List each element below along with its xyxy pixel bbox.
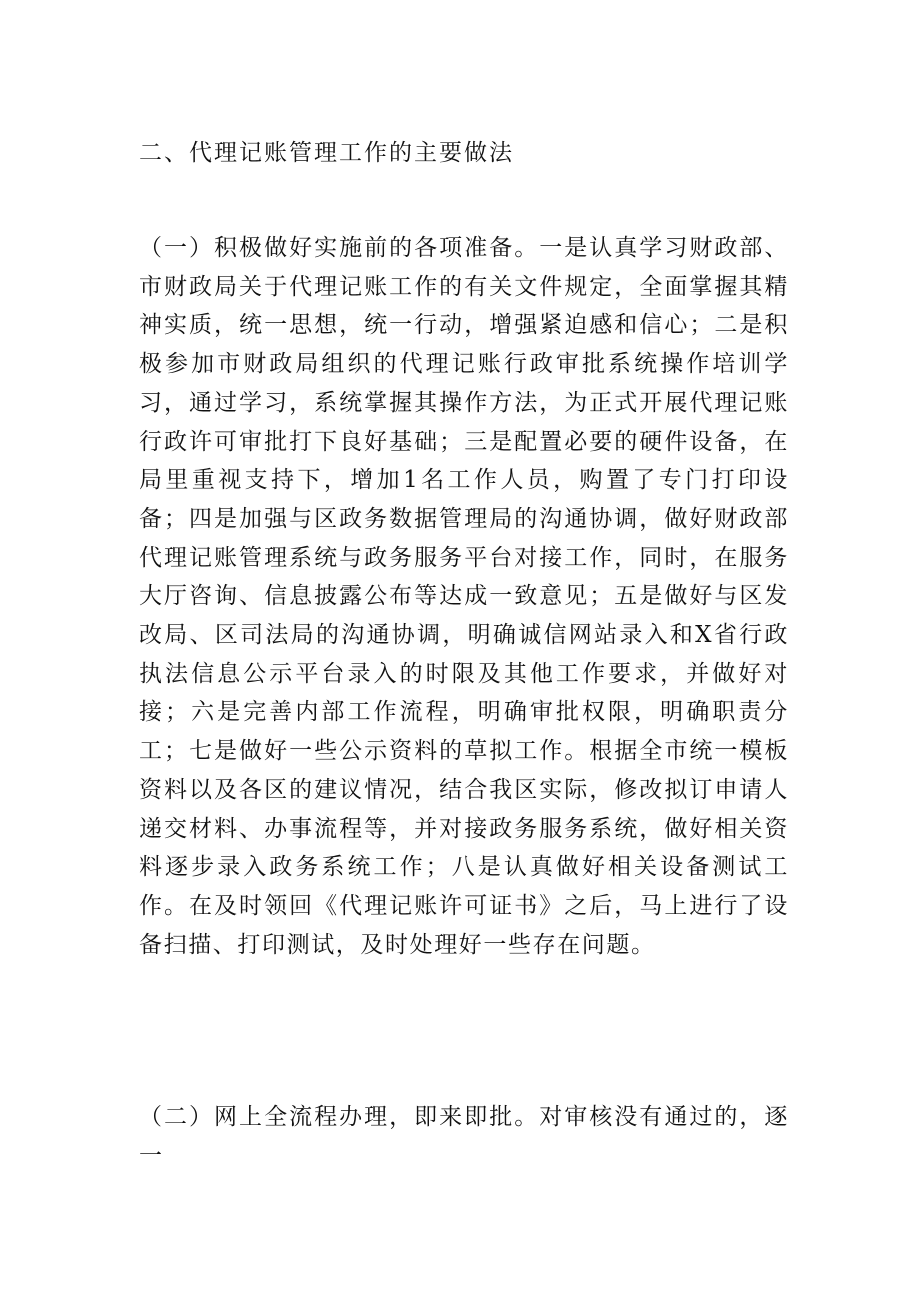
paragraph-online-processing: （二）网上全流程办理，即来即批。对审核没有通过的，逐一 bbox=[139, 1104, 789, 1169]
section-heading: 二、代理记账管理工作的主要做法 bbox=[139, 140, 514, 166]
paragraph-preparation: （一）积极做好实施前的各项准备。一是认真学习财政部、市财政局关于代理记账工作的有关文件规定，全面掌握其精神实质，统一思想，统一行动，增强紧迫感和信心；二是积极参加市财政局组织的代理记账行政审批系统操作培训学习，通过学习，系统掌握其操作方法，为正式开展代理记账行政许可审批打下良好基础；三是配置必要的硬件设备，在局里重视支持下，增加1名工作人员，购置了专门打印设备；四是加强与区政务数据管理局的沟通协调，做好财政部代理记账管理系统与政务服务平台对接工作，同时，在服务大厅咨询、信息披露公布等达成一致意见；五是做好与区发改局、区司法局的沟通协调，明确诚信网站录入和X省行政执法信息公示平台录入的时限及其他工作要求，并做好对接；六是完善内部工作流程，明确审批权限，明确职责分工；七是做好一些公示资料的草拟工作。根据全市统一模板资料以及各区的建议情况，结合我区实际，修改拟订申请人递交材料、办事流程等，并对接政务服务系统，做好相关资料逐步录入政务系统工作；八是认真做好相关设备测试工作。在及时领回《代理记账许可证书》之后，马上进行了设备扫描、打印测试，及时处理好一些存在问题。 bbox=[139, 235, 789, 958]
